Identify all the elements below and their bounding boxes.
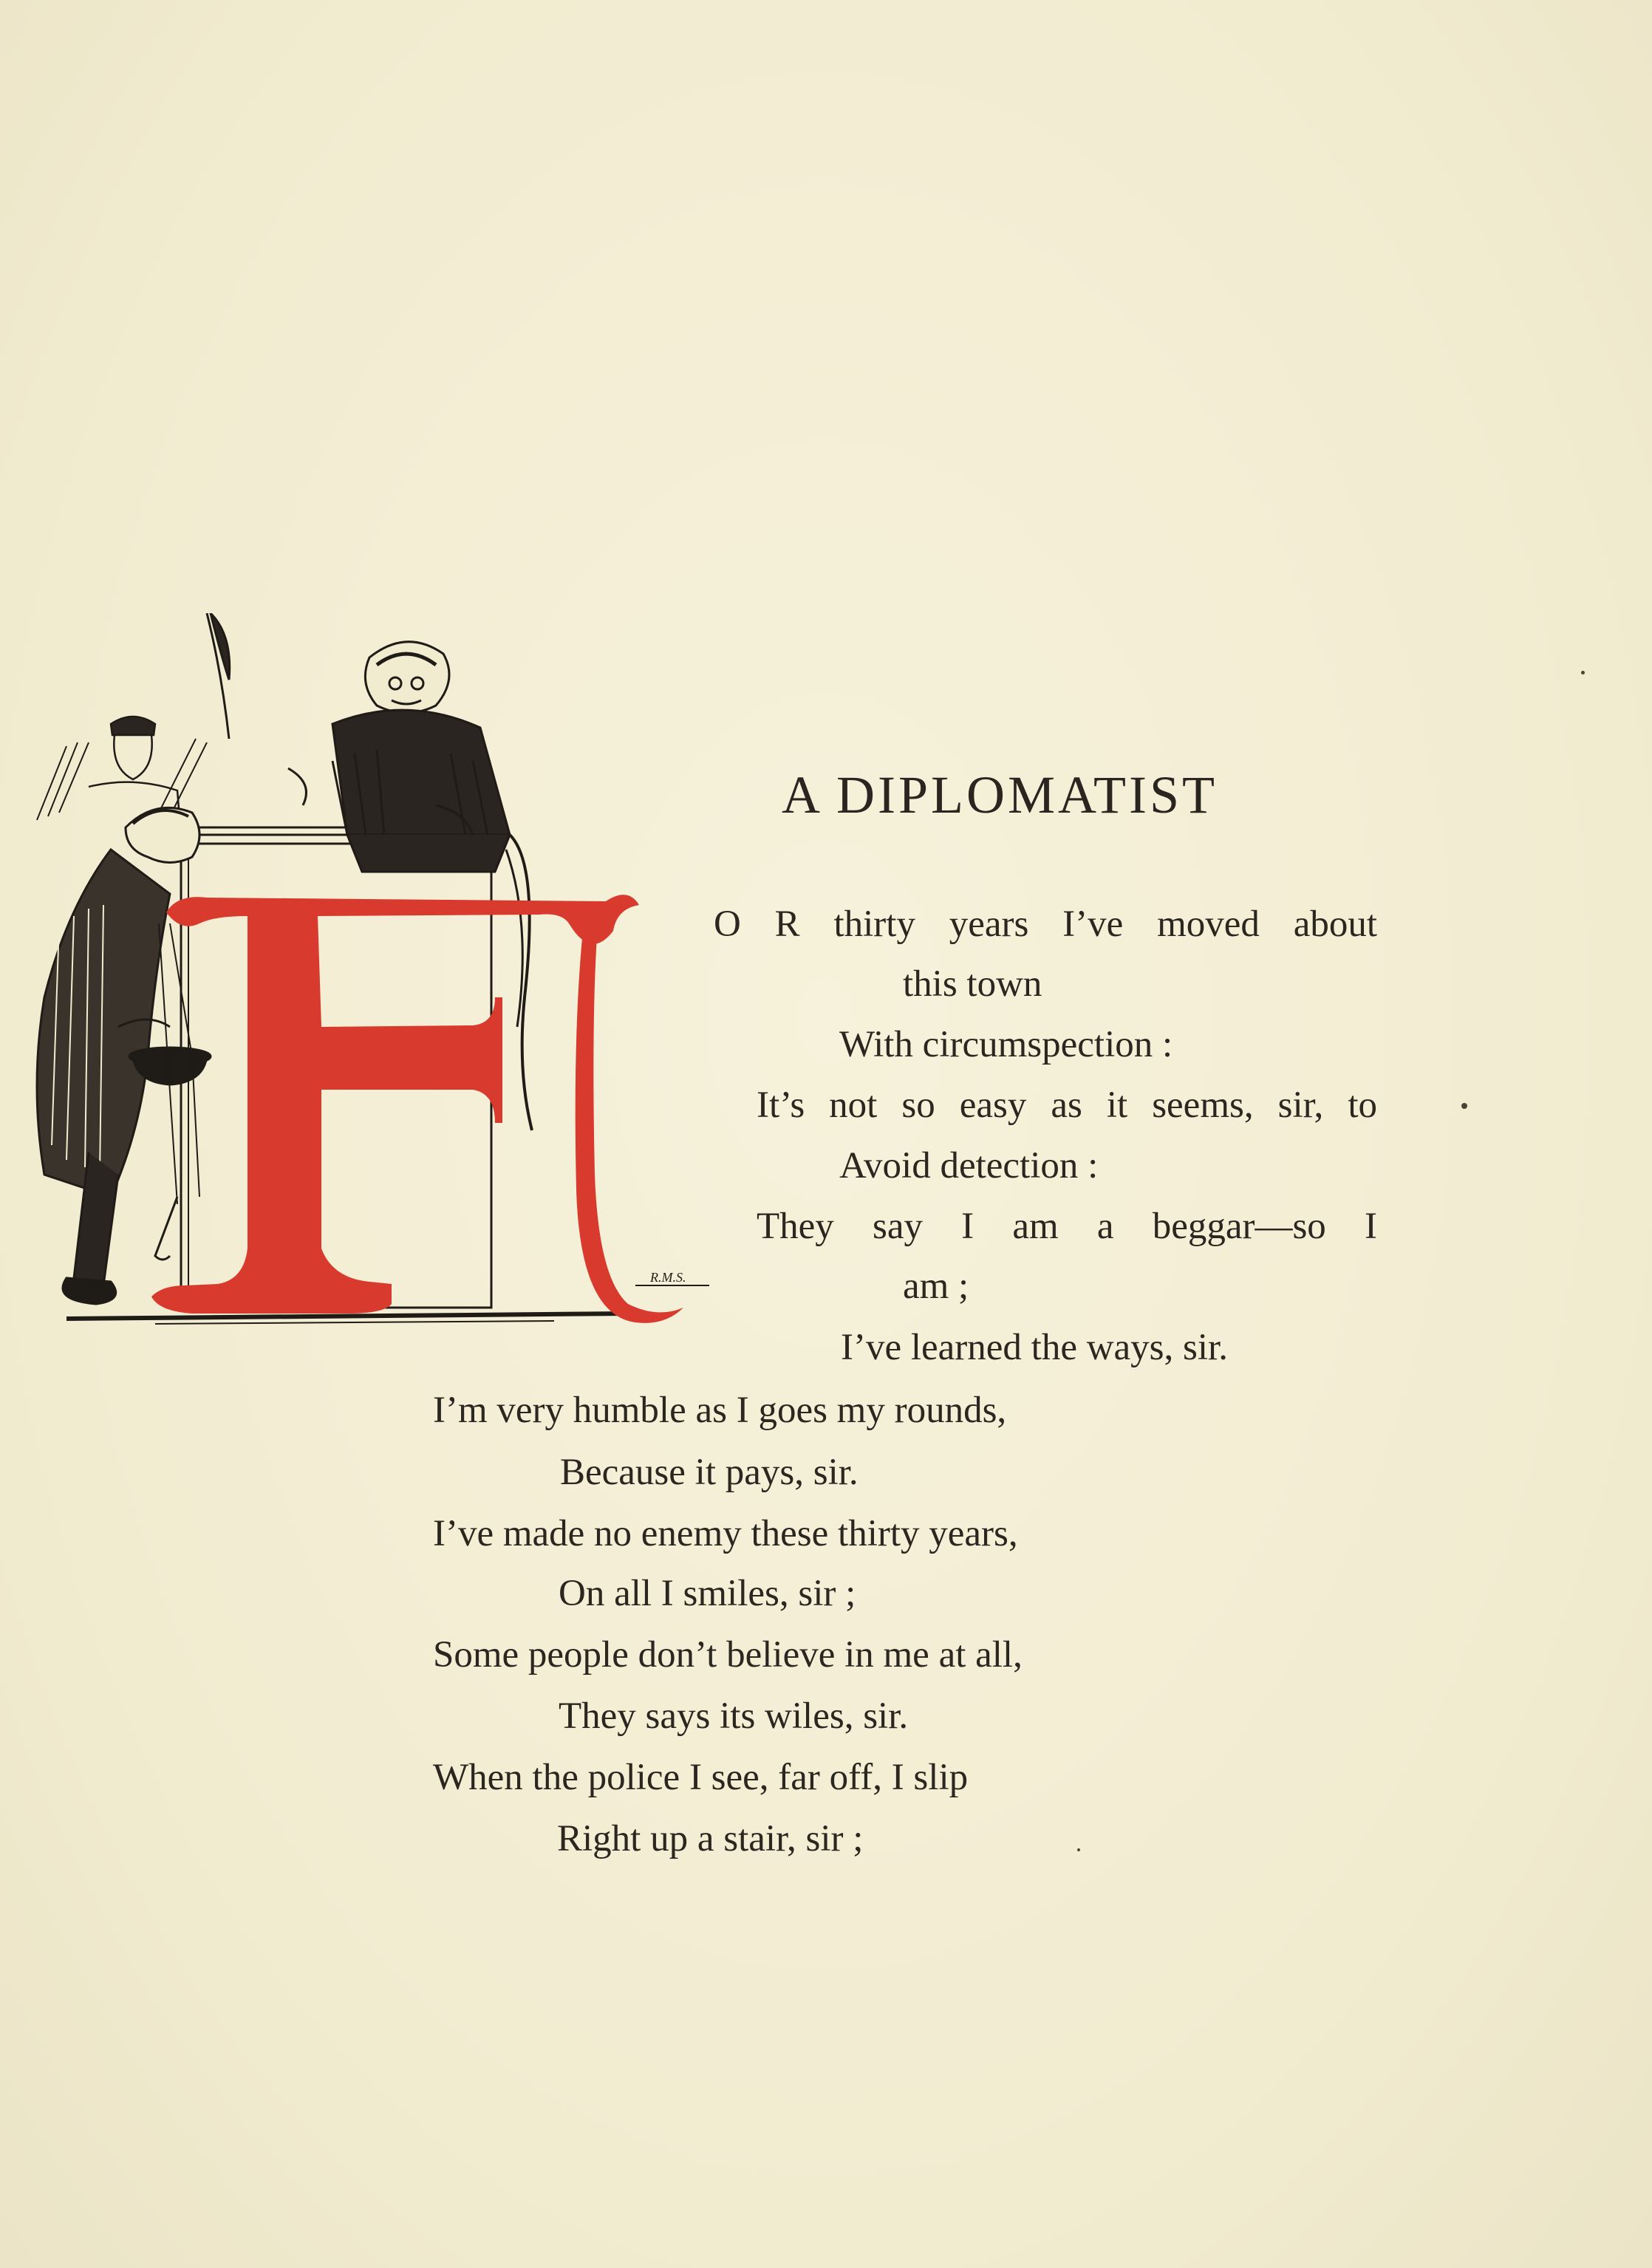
poem-line: I’ve made no enemy these thirty years, xyxy=(433,1513,1018,1554)
poem-title: A DIPLOMATIST xyxy=(782,765,1218,824)
ink-speck xyxy=(1461,1103,1467,1109)
red-letter-f xyxy=(151,895,683,1323)
poem-line: With circumspection : xyxy=(839,1024,1173,1065)
poem-line: Right up a stair, sir ; xyxy=(557,1818,864,1859)
ink-speck xyxy=(1581,671,1585,674)
poem-line: When the police I see, far off, I slip xyxy=(433,1757,969,1798)
drop-cap-illustration xyxy=(22,613,717,1337)
poem-line: On all I smiles, sir ; xyxy=(559,1573,856,1614)
poem-line: O R thirty years I’ve moved about xyxy=(714,904,1377,945)
poem-line: I’ve learned the ways, sir. xyxy=(841,1327,1228,1368)
poem-line: this town xyxy=(903,963,1042,1005)
poem-line: Because it pays, sir. xyxy=(560,1452,859,1493)
poem-line: am ; xyxy=(903,1265,969,1307)
svg-text:R.M.S.: R.M.S. xyxy=(650,1270,686,1285)
beggar-figure xyxy=(37,807,211,1304)
ink-speck xyxy=(1077,1848,1080,1851)
poem-line: Avoid detection : xyxy=(839,1145,1099,1186)
poem-line: It’s not so easy as it seems, sir, to xyxy=(757,1085,1377,1126)
poem-line: Some people don’t believe in me at all, xyxy=(433,1634,1023,1676)
poem-line: I’m very humble as I goes my rounds, xyxy=(433,1390,1007,1431)
poem-line: They say I am a beggar—so I xyxy=(757,1206,1377,1247)
poem-line: They says its wiles, sir. xyxy=(559,1695,909,1737)
